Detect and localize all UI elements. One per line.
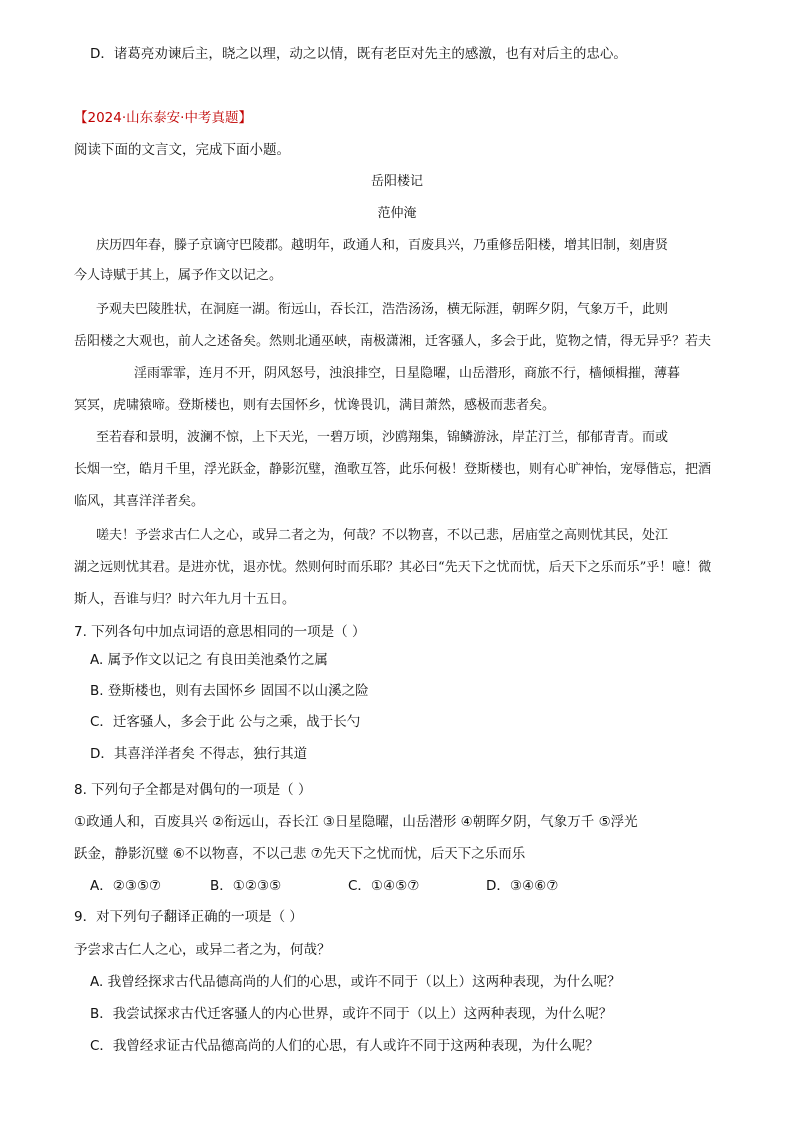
q9-option-c: C．我曾经求证古代品德高尚的人们的心思，有人或许不同于这两种表现，为什么呢？ <box>90 1038 599 1054</box>
passage-line: 淫雨霏霏，连月不开，阴风怒号，浊浪排空，日星隐曜，山岳潜形，商旅不行，樯倾楫摧，薄暮 <box>134 366 681 381</box>
q9-sentence: 予尝求古仁人之心，或异二者之为，何哉？ <box>74 942 331 958</box>
passage-line: 冥冥，虎啸猿啼。登斯楼也，则有去国怀乡，忧谗畏讥，满目萧然，感极而悲者矣。 <box>74 398 556 413</box>
passage-line: 斯人，吾谁与归？时六年九月十五日。 <box>74 592 296 607</box>
q7-option-b: B. 登斯楼也，则有去国怀乡 固国不以山溪之险 <box>90 683 369 699</box>
passage-line: 予观夫巴陵胜状，在洞庭一湖。衔远山，吞长江，浩浩汤汤，横无际涯，朝晖夕阴，气象万千，此则 <box>96 302 669 317</box>
q7-option-a: A. 属予作文以记之 有良田美池桑竹之属 <box>90 652 328 668</box>
top-option-d: D．诸葛亮劝谏后主，晓之以理，动之以情，既有老臣对先主的感激，也有对后主的忠心。 <box>90 46 627 62</box>
q9-option-b: B．我尝试探求古代迁客骚人的内心世界，或许不同于（以上）这两种表现，为什么呢？ <box>90 1006 613 1022</box>
passage-line: 庆历四年春，滕子京谪守巴陵郡。越明年，政通人和，百废具兴，乃重修岳阳楼，增其旧制，刻唐贤 <box>96 238 669 253</box>
passage-line: 至若春和景明，波澜不惊，上下天光，一碧万顷，沙鸥翔集，锦鳞游泳，岸芷汀兰，郁郁青青。而或 <box>96 430 669 445</box>
passage-line: 嗟夫！予尝求古仁人之心，或异二者之为，何哉？不以物喜，不以己悲，居庙堂之高则忧其民，处江 <box>96 528 669 543</box>
q7-stem: 7. 下列各句中加点词语的意思相同的一项是（ ） <box>74 624 366 640</box>
passage-line: 临风，其喜洋洋者矣。 <box>74 494 205 509</box>
passage-line: 岳阳楼之大观也，前人之述备矣。然则北通巫峡，南极潇湘，迁客骚人，多会于此，览物之情，得无异乎？若夫 <box>74 334 712 349</box>
q8-option-b: B．①②③⑤ <box>210 878 282 894</box>
q8-stem: 8. 下列句子全都是对偶句的一项是（ ） <box>74 782 312 798</box>
source-tag: 【2024·山东泰安·中考真题】 <box>74 110 252 126</box>
passage-line: 湖之远则忧其君。是进亦忧，退亦忧。然则何时而乐耶？其必曰“先天下之忧而忧，后天下之乐而乐”乎！噫！微 <box>74 560 712 575</box>
q9-stem: 9．对下列句子翻译正确的一项是（ ） <box>74 909 303 925</box>
passage-line: 今人诗赋于其上，属予作文以记之。 <box>74 268 283 283</box>
passage-title: 岳阳楼记 <box>370 174 423 189</box>
passage-author: 范仲淹 <box>377 206 417 221</box>
q8-body-line: 跃金，静影沉璧 ⑥不以物喜，不以己悲 ⑦先天下之忧而忧，后天下之乐而乐 <box>74 846 526 862</box>
q9-option-a: A. 我曾经探求古代品德高尚的人们的心思，或许不同于（以上）这两种表现，为什么呢？ <box>90 974 621 990</box>
q8-body-line: ①政通人和，百废具兴 ②衔远山，吞长江 ③日星隐曜，山岳潜形 ④朝晖夕阴，气象万千 ⑤浮光 <box>74 814 638 830</box>
q7-option-c: C．迁客骚人，多会于此 公与之乘，战于长勺 <box>90 714 361 730</box>
q8-option-a: A．②③⑤⑦ <box>90 878 162 894</box>
q8-option-d: D．③④⑥⑦ <box>486 878 559 894</box>
passage-line: 长烟一空，皓月千里，浮光跃金，静影沉璧，渔歌互答，此乐何极！登斯楼也，则有心旷神怡，宠辱偕忘，把酒 <box>74 462 712 477</box>
instruction: 阅读下面的文言文，完成下面小题。 <box>74 142 290 158</box>
q7-option-d: D．其喜洋洋者矣 不得志，独行其道 <box>90 746 308 762</box>
q8-option-c: C．①④⑤⑦ <box>348 878 420 894</box>
